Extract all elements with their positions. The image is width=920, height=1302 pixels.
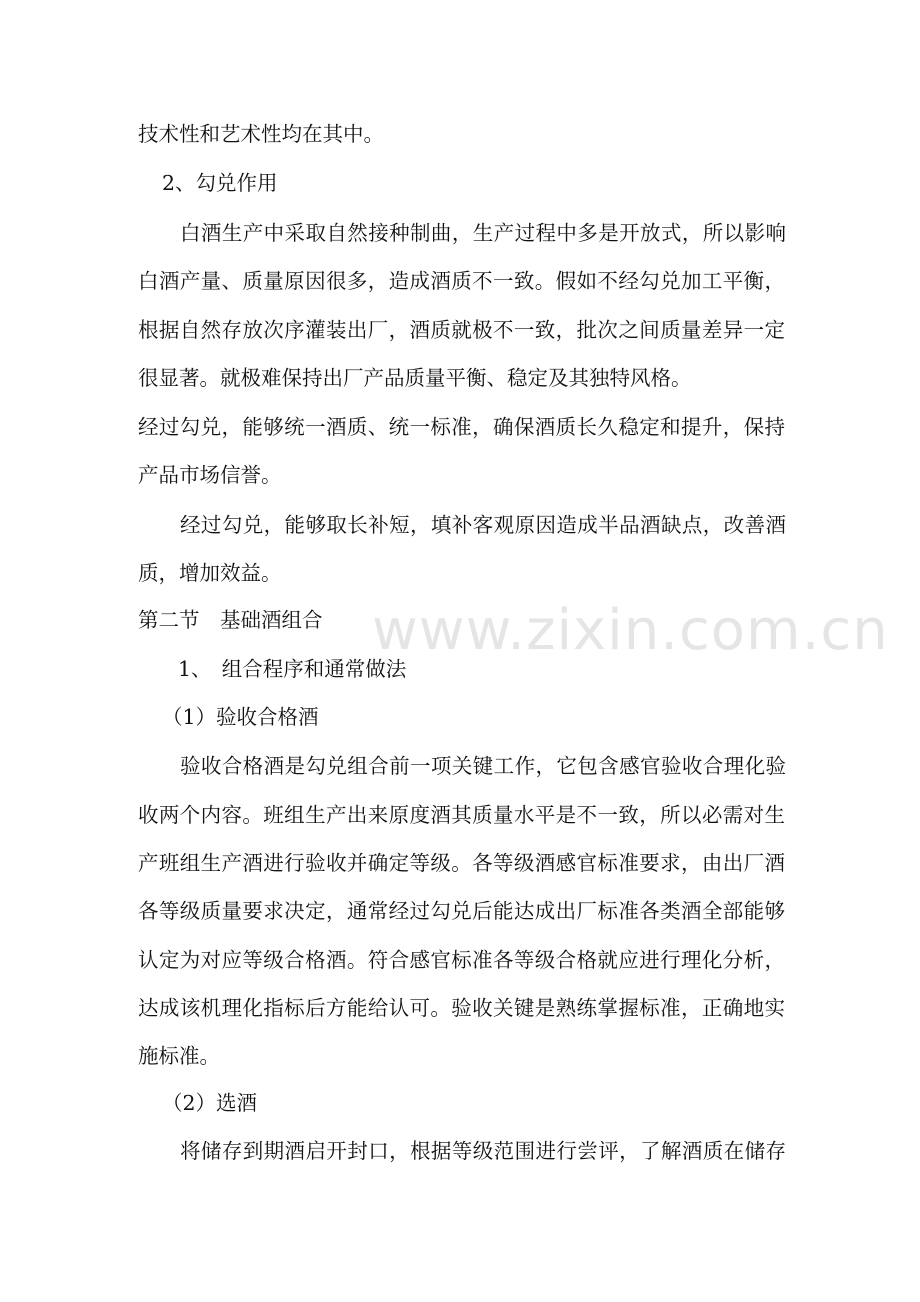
chapter-heading-jichujiu-zuhe: 第二节 基础酒组合 — [138, 608, 323, 632]
text-line-19: 达成该机理化指标后方能给认可。验收关键是熟练掌握标准，正确地实 — [138, 996, 785, 1020]
subheading-xuanjiu: （2）选酒 — [162, 1091, 258, 1115]
text-line-6: 很显著。就极难保持出厂产品质量平衡、稳定及其独特风格。 — [138, 366, 692, 390]
text-line-9: 经过勾兑，能够取长补短，填补客观原因造成半品酒缺点，改善酒 — [180, 513, 786, 537]
text-line-17: 各等级质量要求决定，通常经过勾兑后能达成出厂标准各类酒全部能够 — [138, 899, 785, 923]
watermark: www.zixin.com.cn — [372, 598, 889, 663]
subheading-yanshou-hegejiu: （1）验收合格酒 — [162, 705, 319, 729]
text-line-7: 经过勾兑，能够统一酒质、统一标准，确保酒质长久稳定和提升，保持 — [138, 415, 785, 439]
text-line-20: 施标准。 — [138, 1044, 220, 1068]
text-line-1: 技术性和艺术性均在其中。 — [138, 122, 384, 146]
text-line-22: 将储存到期酒启开封口，根据等级范围进行尝评，了解酒质在储存 — [180, 1139, 786, 1163]
text-line-8: 产品市场信誉。 — [138, 463, 282, 487]
section-heading-goudui-zuoyong: 2、勾兑作用 — [162, 171, 278, 195]
text-line-4: 白酒产量、质量原因很多，造成酒质不一致。假如不经勾兑加工平衡， — [138, 269, 785, 293]
subheading-zuhe-chengxu: 1、 组合程序和通常做法 — [178, 657, 407, 681]
text-line-3: 白酒生产中采取自然接种制曲，生产过程中多是开放式，所以影响 — [180, 221, 786, 245]
text-line-15: 收两个内容。班组生产出来原度酒其质量水平是不一致，所以必需对生 — [138, 803, 785, 827]
text-line-10: 质，增加效益。 — [138, 561, 282, 585]
text-line-5: 根据自然存放次序灌装出厂，酒质就极不一致，批次之间质量差异一定 — [138, 318, 785, 342]
text-line-14: 验收合格酒是勾兑组合前一项关键工作，它包含感官验收合理化验 — [180, 754, 786, 778]
text-line-16: 产班组生产酒进行验收并确定等级。各等级酒感官标准要求，由出厂酒 — [138, 851, 785, 875]
text-line-18: 认定为对应等级合格酒。符合感官标准各等级合格就应进行理化分析， — [138, 948, 785, 972]
